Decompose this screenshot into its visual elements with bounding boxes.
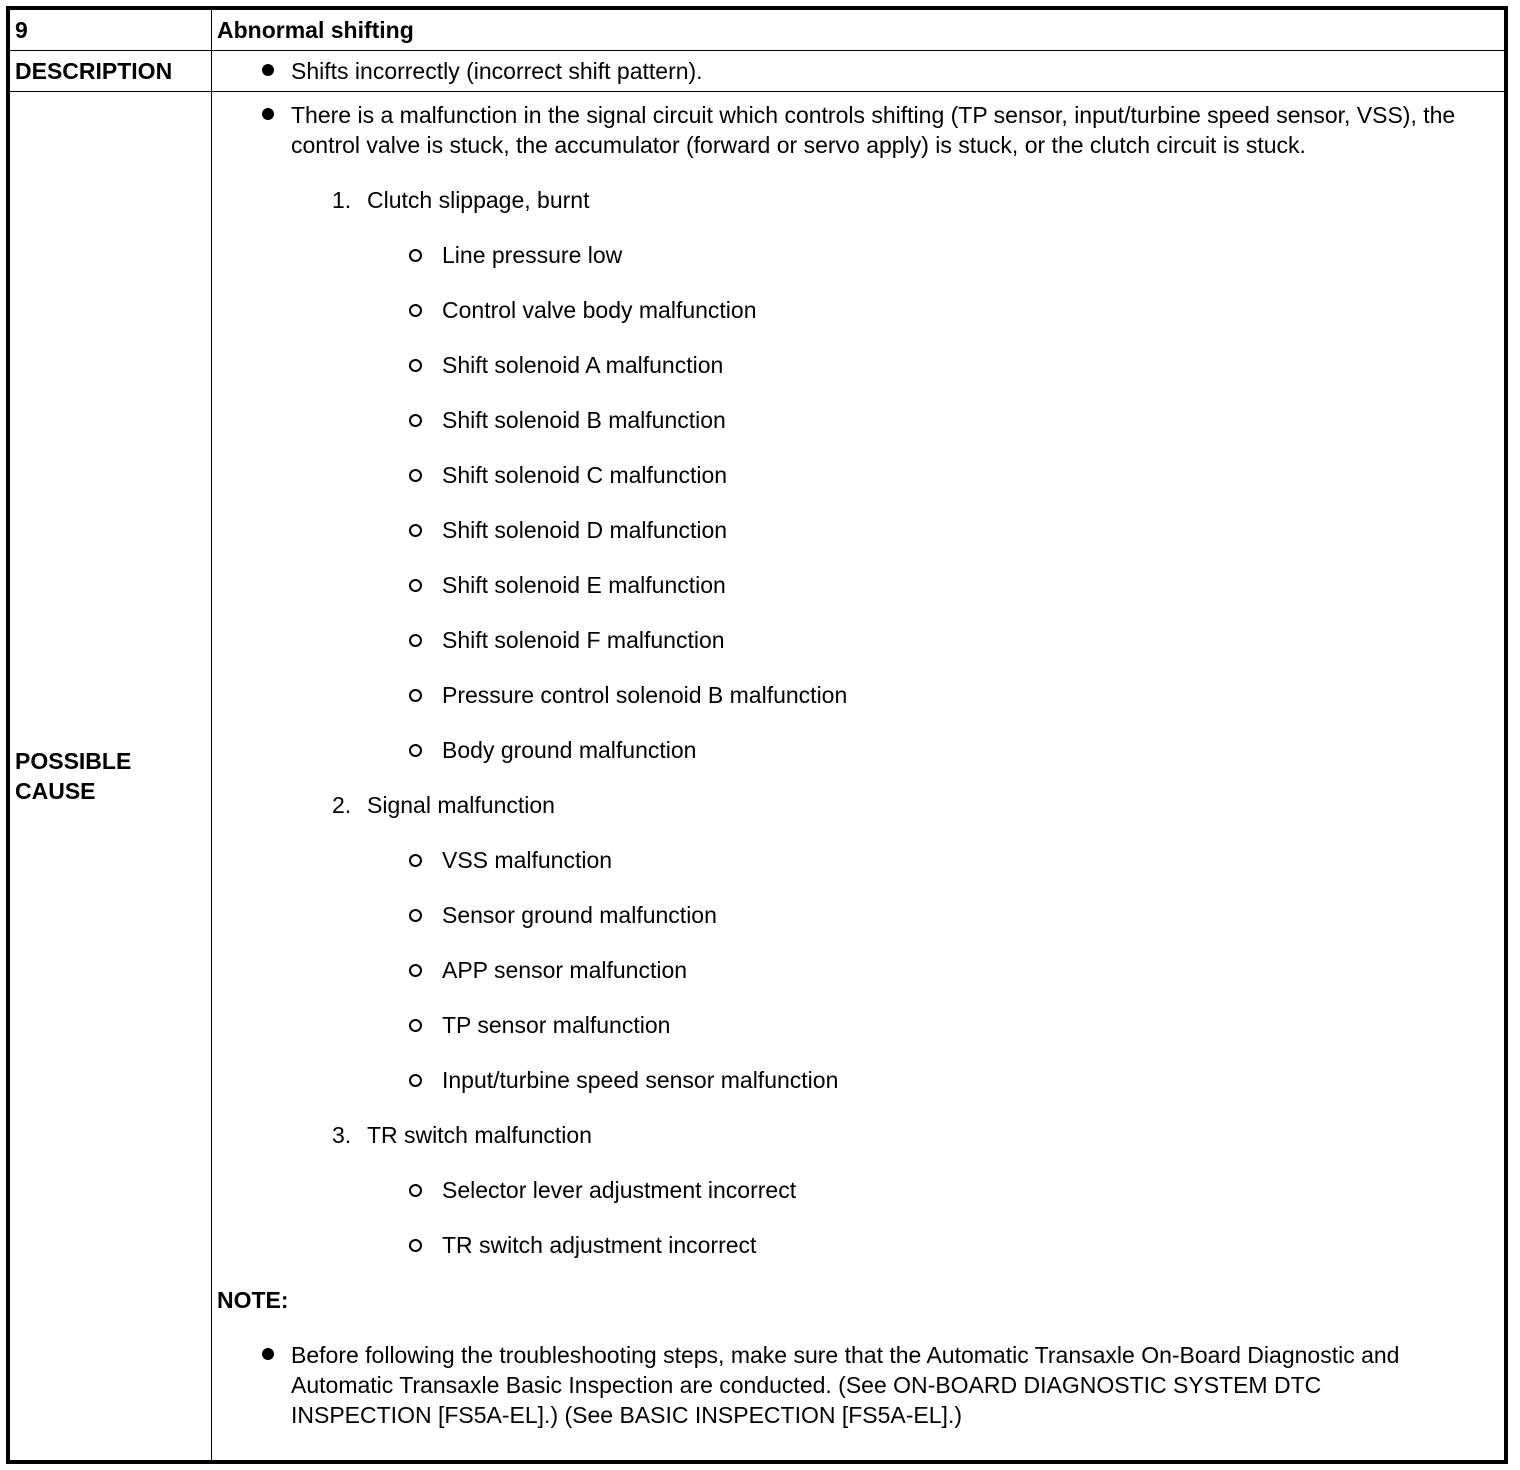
- cause-item: TP sensor malfunction: [217, 1010, 1464, 1040]
- cause-intro: There is a malfunction in the signal circuit which controls shifting (TP sensor, input/turbine speed sensor, VSS), the control valve is stuck, the accumulator (forward or servo apply) is stuck, or the clutch circuit is stuck.: [217, 100, 1464, 160]
- cause-item: Input/turbine speed sensor malfunction: [217, 1065, 1464, 1095]
- troubleshooting-table: [6, 6, 1508, 1464]
- cause-item: Control valve body malfunction: [217, 295, 1464, 325]
- cause-group-title: Clutch slippage, burnt: [367, 187, 590, 213]
- cause-item: Shift solenoid B malfunction: [217, 405, 1464, 435]
- note-title: NOTE:: [217, 1287, 289, 1313]
- cause-item: Shift solenoid C malfunction: [217, 460, 1464, 490]
- cause-group-number: 1.: [332, 187, 352, 213]
- cause-group-number: 3.: [332, 1122, 352, 1148]
- possible-cause-cell: [212, 92, 1505, 1461]
- cause-item: Body ground malfunction: [217, 735, 1464, 765]
- symptom-number: 9: [10, 10, 212, 51]
- cause-group: [217, 185, 1464, 215]
- description-cell: [212, 51, 1505, 92]
- cause-item: Selector lever adjustment incorrect: [217, 1175, 1464, 1205]
- cause-item: Shift solenoid F malfunction: [217, 625, 1464, 655]
- cause-group: [217, 1120, 1464, 1150]
- header-row: [10, 10, 1505, 51]
- cause-item: Shift solenoid D malfunction: [217, 515, 1464, 545]
- possible-cause-label: POSSIBLE CAUSE: [10, 92, 212, 1461]
- cause-group: [217, 790, 1464, 820]
- cause-group-title: TR switch malfunction: [367, 1122, 592, 1148]
- description-label: DESCRIPTION: [10, 51, 212, 92]
- description-row: [10, 51, 1505, 92]
- cause-item: Line pressure low: [217, 240, 1464, 270]
- cause-group-number: 2.: [332, 792, 352, 818]
- cause-item: APP sensor malfunction: [217, 955, 1464, 985]
- note-text: Before following the troubleshooting steps, make sure that the Automatic Transaxle On-Board Diagnostic and Automatic Transaxle Basic Inspection are conducted. (See ON-BOARD DIAGNOSTIC SYSTEM DTC INSPECTION [FS5A-EL].) (See BASIC INSPECTION [FS5A-EL].): [217, 1340, 1464, 1430]
- cause-item: Shift solenoid E malfunction: [217, 570, 1464, 600]
- cause-item: Sensor ground malfunction: [217, 900, 1464, 930]
- cause-item: Pressure control solenoid B malfunction: [217, 680, 1464, 710]
- description-text: Shifts incorrectly (incorrect shift pattern).: [217, 56, 1464, 86]
- cause-item: TR switch adjustment incorrect: [217, 1230, 1464, 1260]
- symptom-table: [9, 9, 1505, 1461]
- cause-groups: [217, 185, 1464, 1260]
- cause-item: VSS malfunction: [217, 845, 1464, 875]
- cause-group-title: Signal malfunction: [367, 792, 555, 818]
- possible-cause-row: [10, 92, 1505, 1461]
- cause-item: Shift solenoid A malfunction: [217, 350, 1464, 380]
- symptom-title: Abnormal shifting: [212, 10, 1505, 51]
